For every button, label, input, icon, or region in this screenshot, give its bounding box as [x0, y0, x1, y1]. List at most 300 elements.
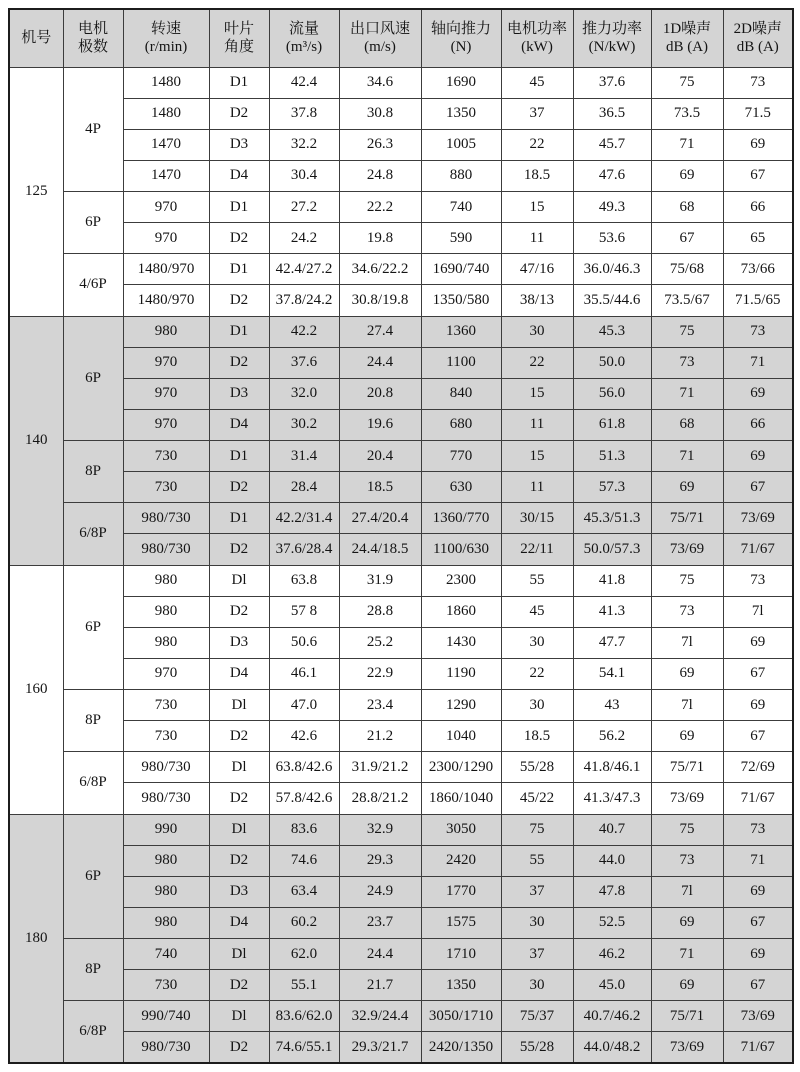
cell-motor-power: 45 [501, 67, 573, 98]
cell-speed: 980 [123, 876, 209, 907]
motor-poles-cell: 8P [63, 441, 123, 503]
cell-motor-power: 18.5 [501, 160, 573, 191]
cell-noise-1d: 73/69 [651, 1032, 723, 1063]
cell-outlet-velocity: 24.8 [339, 160, 421, 191]
cell-outlet-velocity: 30.8/19.8 [339, 285, 421, 316]
cell-blade-angle: Dl [209, 565, 269, 596]
cell-thrust-power: 41.8/46.1 [573, 752, 651, 783]
cell-blade-angle: D4 [209, 160, 269, 191]
cell-flow: 27.2 [269, 192, 339, 223]
cell-thrust-power: 50.0/57.3 [573, 534, 651, 565]
cell-speed: 970 [123, 409, 209, 440]
cell-axial-thrust: 1860/1040 [421, 783, 501, 814]
cell-flow: 74.6 [269, 845, 339, 876]
column-header-machine-no [9, 9, 63, 67]
motor-poles-cell: 6P [63, 192, 123, 254]
cell-noise-1d: 75 [651, 316, 723, 347]
cell-flow: 42.6 [269, 721, 339, 752]
cell-outlet-velocity: 24.4 [339, 939, 421, 970]
column-header-line2: (r/min) [144, 39, 188, 56]
cell-thrust-power: 53.6 [573, 223, 651, 254]
cell-noise-2d: 71.5/65 [723, 285, 793, 316]
cell-motor-power: 11 [501, 409, 573, 440]
cell-flow: 63.8/42.6 [269, 752, 339, 783]
cell-noise-2d: 65 [723, 223, 793, 254]
cell-noise-2d: 71/67 [723, 783, 793, 814]
cell-blade-angle: D2 [209, 970, 269, 1001]
cell-speed: 980/730 [123, 534, 209, 565]
cell-flow: 42.4 [269, 67, 339, 98]
cell-noise-2d: 73/69 [723, 503, 793, 534]
table-row [9, 378, 793, 409]
table-row [9, 721, 793, 752]
cell-motor-power: 38/13 [501, 285, 573, 316]
cell-blade-angle: D3 [209, 378, 269, 409]
cell-axial-thrust: 2300/1290 [421, 752, 501, 783]
motor-poles-cell: 6P [63, 814, 123, 939]
cell-thrust-power: 54.1 [573, 658, 651, 689]
table-row [9, 1001, 793, 1032]
cell-motor-power: 11 [501, 472, 573, 503]
cell-axial-thrust: 1710 [421, 939, 501, 970]
cell-noise-2d: 72/69 [723, 752, 793, 783]
cell-motor-power: 18.5 [501, 721, 573, 752]
table-row [9, 316, 793, 347]
motor-poles-cell: 6P [63, 565, 123, 690]
table-row [9, 939, 793, 970]
cell-axial-thrust: 1100/630 [421, 534, 501, 565]
cell-flow: 74.6/55.1 [269, 1032, 339, 1063]
motor-poles-cell: 4/6P [63, 254, 123, 316]
cell-noise-1d: 75/68 [651, 254, 723, 285]
cell-outlet-velocity: 25.2 [339, 627, 421, 658]
cell-thrust-power: 52.5 [573, 907, 651, 938]
cell-speed: 730 [123, 472, 209, 503]
cell-flow: 31.4 [269, 441, 339, 472]
cell-blade-angle: D2 [209, 98, 269, 129]
cell-motor-power: 55/28 [501, 1032, 573, 1063]
table-row [9, 845, 793, 876]
cell-flow: 55.1 [269, 970, 339, 1001]
column-header-thrust-power [573, 9, 651, 67]
cell-speed: 970 [123, 192, 209, 223]
cell-flow: 37.8 [269, 98, 339, 129]
cell-noise-1d: 68 [651, 192, 723, 223]
cell-noise-1d: 75/71 [651, 1001, 723, 1032]
cell-thrust-power: 46.2 [573, 939, 651, 970]
cell-thrust-power: 36.5 [573, 98, 651, 129]
cell-speed: 990 [123, 814, 209, 845]
cell-thrust-power: 41.3 [573, 596, 651, 627]
cell-motor-power: 15 [501, 192, 573, 223]
cell-thrust-power: 35.5/44.6 [573, 285, 651, 316]
cell-flow: 30.4 [269, 160, 339, 191]
cell-motor-power: 75/37 [501, 1001, 573, 1032]
cell-noise-2d: 66 [723, 192, 793, 223]
cell-noise-1d: 73 [651, 845, 723, 876]
cell-thrust-power: 50.0 [573, 347, 651, 378]
cell-flow: 24.2 [269, 223, 339, 254]
motor-poles-cell: 6/8P [63, 503, 123, 565]
cell-outlet-velocity: 22.9 [339, 658, 421, 689]
cell-axial-thrust: 1575 [421, 907, 501, 938]
cell-noise-2d: 73 [723, 67, 793, 98]
table-row [9, 472, 793, 503]
cell-noise-1d: 71 [651, 441, 723, 472]
table-row [9, 814, 793, 845]
cell-motor-power: 75 [501, 814, 573, 845]
cell-blade-angle: D2 [209, 285, 269, 316]
cell-thrust-power: 41.3/47.3 [573, 783, 651, 814]
column-header-line2: 角度 [223, 39, 254, 56]
cell-flow: 47.0 [269, 690, 339, 721]
cell-noise-2d: 67 [723, 160, 793, 191]
cell-blade-angle: Dl [209, 752, 269, 783]
cell-speed: 1470 [123, 160, 209, 191]
cell-blade-angle: D2 [209, 347, 269, 378]
cell-blade-angle: D1 [209, 254, 269, 285]
cell-axial-thrust: 3050/1710 [421, 1001, 501, 1032]
cell-noise-2d: 71/67 [723, 534, 793, 565]
cell-thrust-power: 61.8 [573, 409, 651, 440]
cell-motor-power: 15 [501, 378, 573, 409]
cell-thrust-power: 45.3/51.3 [573, 503, 651, 534]
cell-axial-thrust: 1690/740 [421, 254, 501, 285]
cell-axial-thrust: 2300 [421, 565, 501, 596]
cell-outlet-velocity: 27.4 [339, 316, 421, 347]
cell-motor-power: 30 [501, 690, 573, 721]
fan-spec-table [8, 8, 794, 1064]
cell-axial-thrust: 1190 [421, 658, 501, 689]
cell-noise-1d: 69 [651, 160, 723, 191]
cell-noise-2d: 7l [723, 596, 793, 627]
column-header-line2: (m³/s) [285, 39, 323, 56]
cell-flow: 28.4 [269, 472, 339, 503]
cell-outlet-velocity: 34.6 [339, 67, 421, 98]
cell-noise-2d: 73 [723, 565, 793, 596]
cell-noise-2d: 71.5 [723, 98, 793, 129]
cell-speed: 1480 [123, 67, 209, 98]
cell-noise-2d: 67 [723, 907, 793, 938]
cell-thrust-power: 40.7 [573, 814, 651, 845]
cell-axial-thrust: 680 [421, 409, 501, 440]
cell-noise-2d: 67 [723, 970, 793, 1001]
cell-speed: 980 [123, 845, 209, 876]
cell-noise-1d: 73 [651, 347, 723, 378]
cell-thrust-power: 51.3 [573, 441, 651, 472]
cell-speed: 980/730 [123, 752, 209, 783]
cell-outlet-velocity: 34.6/22.2 [339, 254, 421, 285]
cell-flow: 46.1 [269, 658, 339, 689]
cell-noise-1d: 7l [651, 627, 723, 658]
cell-motor-power: 37 [501, 876, 573, 907]
cell-thrust-power: 37.6 [573, 67, 651, 98]
cell-outlet-velocity: 31.9 [339, 565, 421, 596]
cell-blade-angle: D1 [209, 192, 269, 223]
table-row [9, 254, 793, 285]
cell-outlet-velocity: 19.6 [339, 409, 421, 440]
column-header-line1: 转速 [150, 20, 181, 37]
cell-blade-angle: D3 [209, 129, 269, 160]
column-header-line1: 2D噪声 [733, 20, 782, 37]
table-row [9, 503, 793, 534]
motor-poles-cell: 4P [63, 67, 123, 192]
cell-noise-1d: 73.5/67 [651, 285, 723, 316]
cell-thrust-power: 40.7/46.2 [573, 1001, 651, 1032]
table-row [9, 596, 793, 627]
machine-no-cell: 160 [9, 565, 63, 814]
cell-axial-thrust: 1350/580 [421, 285, 501, 316]
cell-motor-power: 15 [501, 441, 573, 472]
cell-motor-power: 37 [501, 939, 573, 970]
cell-noise-2d: 71/67 [723, 1032, 793, 1063]
cell-noise-2d: 67 [723, 472, 793, 503]
cell-noise-1d: 69 [651, 658, 723, 689]
cell-axial-thrust: 1860 [421, 596, 501, 627]
cell-blade-angle: Dl [209, 690, 269, 721]
cell-outlet-velocity: 27.4/20.4 [339, 503, 421, 534]
cell-noise-2d: 69 [723, 627, 793, 658]
cell-outlet-velocity: 32.9/24.4 [339, 1001, 421, 1032]
column-header-line2: dB (A) [736, 39, 779, 56]
column-header-line2: (m/s) [364, 39, 396, 56]
cell-speed: 970 [123, 658, 209, 689]
machine-no-cell: 125 [9, 67, 63, 316]
cell-blade-angle: D4 [209, 907, 269, 938]
table-row [9, 658, 793, 689]
machine-no-cell: 140 [9, 316, 63, 565]
column-header-line2: (kW) [521, 39, 553, 56]
cell-thrust-power: 36.0/46.3 [573, 254, 651, 285]
cell-axial-thrust: 1690 [421, 67, 501, 98]
cell-blade-angle: D3 [209, 876, 269, 907]
cell-outlet-velocity: 28.8 [339, 596, 421, 627]
column-header-line2: (N) [450, 39, 472, 56]
cell-blade-angle: D4 [209, 409, 269, 440]
cell-speed: 1480 [123, 98, 209, 129]
cell-flow: 63.4 [269, 876, 339, 907]
cell-thrust-power: 44.0/48.2 [573, 1032, 651, 1063]
cell-flow: 42.2/31.4 [269, 503, 339, 534]
cell-flow: 32.2 [269, 129, 339, 160]
motor-poles-cell: 6/8P [63, 752, 123, 814]
table-row [9, 347, 793, 378]
cell-thrust-power: 56.0 [573, 378, 651, 409]
motor-poles-cell: 6P [63, 316, 123, 441]
cell-outlet-velocity: 24.9 [339, 876, 421, 907]
cell-speed: 980 [123, 907, 209, 938]
cell-blade-angle: D3 [209, 627, 269, 658]
cell-noise-1d: 7l [651, 690, 723, 721]
cell-outlet-velocity: 21.2 [339, 721, 421, 752]
cell-outlet-velocity: 21.7 [339, 970, 421, 1001]
cell-noise-1d: 7l [651, 876, 723, 907]
table-row [9, 783, 793, 814]
cell-outlet-velocity: 31.9/21.2 [339, 752, 421, 783]
cell-noise-2d: 69 [723, 939, 793, 970]
cell-axial-thrust: 1100 [421, 347, 501, 378]
cell-thrust-power: 45.0 [573, 970, 651, 1001]
cell-motor-power: 37 [501, 98, 573, 129]
column-header-line1: 1D噪声 [662, 20, 712, 37]
cell-axial-thrust: 1350 [421, 970, 501, 1001]
cell-motor-power: 30 [501, 627, 573, 658]
cell-noise-1d: 71 [651, 939, 723, 970]
cell-speed: 970 [123, 223, 209, 254]
cell-speed: 980/730 [123, 503, 209, 534]
table-row [9, 67, 793, 98]
cell-motor-power: 55 [501, 565, 573, 596]
cell-thrust-power: 57.3 [573, 472, 651, 503]
table-row [9, 441, 793, 472]
cell-blade-angle: D1 [209, 503, 269, 534]
cell-blade-angle: D2 [209, 534, 269, 565]
column-header-axial-thrust [421, 9, 501, 67]
cell-noise-1d: 68 [651, 409, 723, 440]
cell-blade-angle: Dl [209, 939, 269, 970]
cell-speed: 980/730 [123, 783, 209, 814]
table-row [9, 98, 793, 129]
cell-motor-power: 30 [501, 970, 573, 1001]
cell-axial-thrust: 1360/770 [421, 503, 501, 534]
cell-noise-2d: 73 [723, 814, 793, 845]
table-row [9, 876, 793, 907]
cell-axial-thrust: 840 [421, 378, 501, 409]
cell-thrust-power: 44.0 [573, 845, 651, 876]
table-row [9, 409, 793, 440]
cell-axial-thrust: 590 [421, 223, 501, 254]
cell-speed: 980 [123, 565, 209, 596]
cell-motor-power: 55/28 [501, 752, 573, 783]
cell-outlet-velocity: 23.4 [339, 690, 421, 721]
cell-noise-1d: 73 [651, 596, 723, 627]
cell-outlet-velocity: 23.7 [339, 907, 421, 938]
cell-speed: 1480/970 [123, 285, 209, 316]
cell-noise-1d: 71 [651, 129, 723, 160]
cell-noise-1d: 69 [651, 907, 723, 938]
column-header-line1: 电机 [77, 20, 108, 37]
cell-outlet-velocity: 29.3/21.7 [339, 1032, 421, 1063]
cell-outlet-velocity: 24.4 [339, 347, 421, 378]
cell-speed: 1480/970 [123, 254, 209, 285]
cell-outlet-velocity: 32.9 [339, 814, 421, 845]
cell-speed: 980 [123, 627, 209, 658]
table-row [9, 907, 793, 938]
cell-noise-2d: 73 [723, 316, 793, 347]
cell-speed: 980/730 [123, 1032, 209, 1063]
cell-thrust-power: 49.3 [573, 192, 651, 223]
cell-flow: 57.8/42.6 [269, 783, 339, 814]
cell-speed: 990/740 [123, 1001, 209, 1032]
cell-speed: 970 [123, 347, 209, 378]
cell-flow: 42.2 [269, 316, 339, 347]
table-row [9, 223, 793, 254]
column-header-motor-power [501, 9, 573, 67]
cell-motor-power: 47/16 [501, 254, 573, 285]
cell-noise-2d: 66 [723, 409, 793, 440]
column-header-outlet-velocity [339, 9, 421, 67]
cell-noise-2d: 73/69 [723, 1001, 793, 1032]
cell-noise-2d: 73/66 [723, 254, 793, 285]
cell-flow: 62.0 [269, 939, 339, 970]
cell-motor-power: 45/22 [501, 783, 573, 814]
cell-speed: 730 [123, 441, 209, 472]
table-row [9, 752, 793, 783]
cell-noise-2d: 69 [723, 876, 793, 907]
motor-poles-cell: 8P [63, 690, 123, 752]
cell-noise-1d: 75/71 [651, 752, 723, 783]
cell-flow: 30.2 [269, 409, 339, 440]
cell-axial-thrust: 1350 [421, 98, 501, 129]
table-row [9, 160, 793, 191]
cell-speed: 730 [123, 721, 209, 752]
cell-blade-angle: D2 [209, 845, 269, 876]
cell-speed: 980 [123, 316, 209, 347]
cell-noise-1d: 75 [651, 565, 723, 596]
cell-axial-thrust: 1770 [421, 876, 501, 907]
column-header-noise-1d [651, 9, 723, 67]
cell-noise-1d: 75/71 [651, 503, 723, 534]
motor-poles-cell: 6/8P [63, 1001, 123, 1063]
cell-speed: 980 [123, 596, 209, 627]
cell-outlet-velocity: 20.8 [339, 378, 421, 409]
cell-thrust-power: 43 [573, 690, 651, 721]
cell-noise-1d: 71 [651, 378, 723, 409]
cell-outlet-velocity: 22.2 [339, 192, 421, 223]
cell-outlet-velocity: 19.8 [339, 223, 421, 254]
cell-axial-thrust: 1430 [421, 627, 501, 658]
cell-noise-1d: 75 [651, 67, 723, 98]
cell-motor-power: 30 [501, 316, 573, 347]
column-header-line1: 机号 [21, 29, 52, 46]
cell-noise-1d: 69 [651, 472, 723, 503]
cell-blade-angle: D1 [209, 441, 269, 472]
cell-blade-angle: Dl [209, 1001, 269, 1032]
cell-outlet-velocity: 24.4/18.5 [339, 534, 421, 565]
table-row [9, 627, 793, 658]
cell-speed: 730 [123, 690, 209, 721]
cell-noise-1d: 69 [651, 970, 723, 1001]
cell-noise-2d: 69 [723, 378, 793, 409]
cell-flow: 32.0 [269, 378, 339, 409]
cell-flow: 63.8 [269, 565, 339, 596]
cell-noise-2d: 67 [723, 721, 793, 752]
cell-noise-2d: 69 [723, 129, 793, 160]
cell-outlet-velocity: 29.3 [339, 845, 421, 876]
cell-outlet-velocity: 20.4 [339, 441, 421, 472]
column-header-line2: (N/kW) [588, 39, 636, 56]
cell-noise-1d: 73/69 [651, 534, 723, 565]
cell-flow: 37.8/24.2 [269, 285, 339, 316]
cell-motor-power: 22 [501, 347, 573, 378]
cell-motor-power: 30/15 [501, 503, 573, 534]
cell-axial-thrust: 1040 [421, 721, 501, 752]
cell-axial-thrust: 1290 [421, 690, 501, 721]
cell-speed: 730 [123, 970, 209, 1001]
cell-outlet-velocity: 30.8 [339, 98, 421, 129]
cell-axial-thrust: 2420/1350 [421, 1032, 501, 1063]
cell-axial-thrust: 1005 [421, 129, 501, 160]
cell-thrust-power: 41.8 [573, 565, 651, 596]
cell-noise-2d: 67 [723, 658, 793, 689]
cell-axial-thrust: 630 [421, 472, 501, 503]
cell-noise-2d: 69 [723, 690, 793, 721]
cell-noise-1d: 73.5 [651, 98, 723, 129]
cell-motor-power: 11 [501, 223, 573, 254]
column-header-line1: 轴向推力 [430, 20, 491, 37]
cell-flow: 60.2 [269, 907, 339, 938]
table-row [9, 1032, 793, 1063]
